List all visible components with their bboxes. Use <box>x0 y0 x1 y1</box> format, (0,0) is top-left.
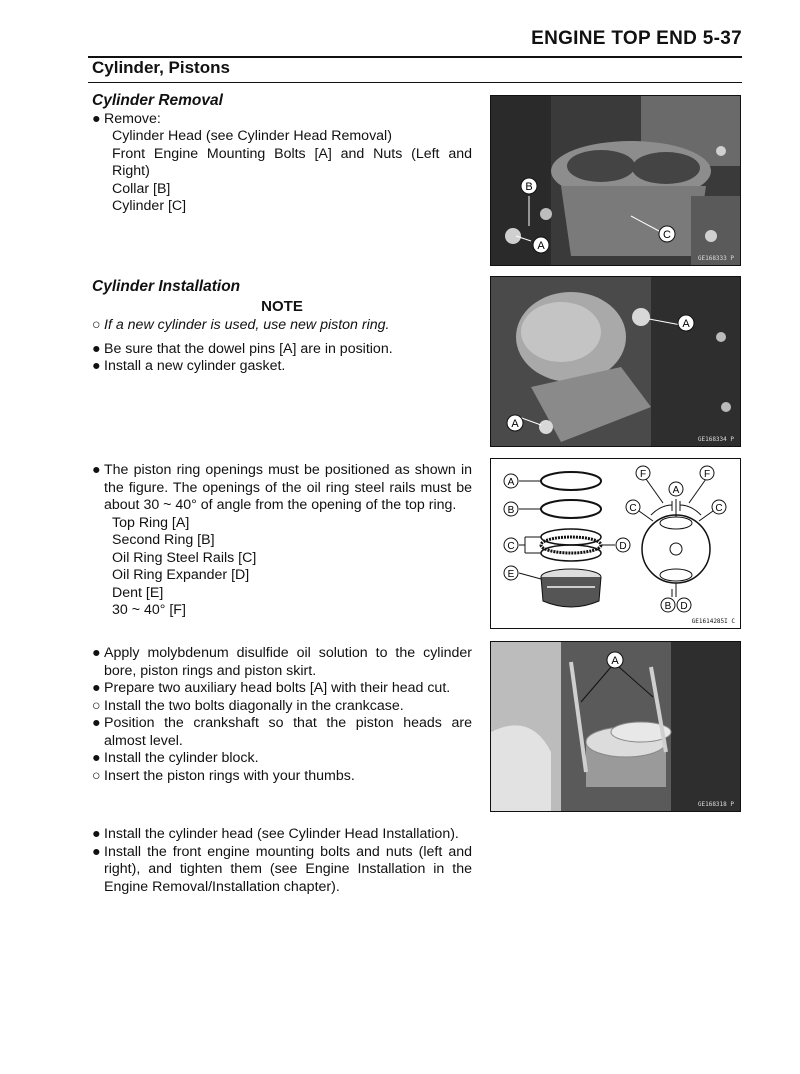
figure-code: GE168318 P <box>697 801 734 808</box>
callout-label <box>636 466 650 480</box>
ring-item: Top Ring [A] <box>112 514 190 531</box>
removal-item: Cylinder [C] <box>112 198 187 214</box>
svg-text:A: A <box>537 240 545 252</box>
ring-item: Oil Ring Expander [D] <box>112 567 250 583</box>
removal-item: Front Engine Mounting Bolts [A] and Nuts (Left and Right) <box>112 145 472 179</box>
install-step: ○ Install the two bolts diagonally in the crankcase. <box>92 697 404 714</box>
callout-label <box>504 474 518 488</box>
callout-label <box>504 566 518 580</box>
svg-text:A: A <box>511 418 519 430</box>
install-step: ● Install the cylinder block. <box>92 750 259 766</box>
callout-label <box>661 598 675 612</box>
svg-text:A: A <box>672 485 680 496</box>
callout-label <box>607 652 623 668</box>
svg-text:A: A <box>611 655 619 667</box>
ring-item: Dent [E] <box>112 584 164 601</box>
callout-label <box>659 226 675 242</box>
cylinder-removal-block <box>92 92 472 216</box>
callout-label <box>521 178 537 194</box>
install-step: ○ Insert the piston rings with your thumbs. <box>92 767 355 784</box>
note-text: ○ If a new cylinder is used, use new piston ring. <box>92 317 390 333</box>
installation-heading: Cylinder Installation <box>92 278 241 295</box>
figure-code: GE168334 P <box>697 436 734 443</box>
callout-label <box>626 500 640 514</box>
svg-text:E: E <box>507 569 515 580</box>
svg-text:A: A <box>682 318 690 330</box>
removal-item: Collar [B] <box>112 180 171 197</box>
install-step: ● Prepare two auxiliary head bolts [A] with their head cut. <box>92 680 451 696</box>
figure-cylinder-removal <box>490 95 741 266</box>
page-header-title: ENGINE TOP END 5-37 <box>531 28 742 49</box>
svg-text:C: C <box>629 503 637 514</box>
figure-code: GE1614285I C <box>691 618 735 625</box>
callout-label <box>712 500 726 514</box>
note-title: NOTE <box>261 297 303 315</box>
svg-text:B: B <box>525 181 533 193</box>
figure-piston-ring-diagram <box>490 458 741 629</box>
section-title: Cylinder, Pistons <box>92 58 230 77</box>
ring-item: Oil Ring Steel Rails [C] <box>112 549 257 566</box>
callout-label <box>504 502 518 516</box>
svg-text:F: F <box>703 469 711 480</box>
ring-openings-block <box>92 462 472 620</box>
install-step: ● Apply molybdenum disulfide oil solution to the cylinder bore, piston rings and piston skirt. <box>92 645 472 679</box>
install-step: ● Install the cylinder head (see Cylinder Head Installation). <box>92 826 459 842</box>
ring-openings-text: ● The piston ring openings must be positioned as shown in the figure. The openings of the oil ring steel rails must be about 30 ~ 40° of angle from the opening of the top ring. <box>92 462 472 513</box>
svg-text:B: B <box>507 505 515 516</box>
callout-label <box>533 237 549 253</box>
callout-label <box>677 598 691 612</box>
svg-text:F: F <box>639 469 647 480</box>
install-step: ● Position the crankshaft so that the piston heads are almost level. <box>92 715 472 749</box>
figure-dowel-pins <box>490 276 741 447</box>
section-rule <box>88 82 742 83</box>
figure-code: GE168333 P <box>697 255 734 262</box>
removal-heading: Cylinder Removal <box>92 92 223 109</box>
removal-bullet: ● Remove: <box>92 110 161 127</box>
svg-text:B: B <box>664 601 672 612</box>
ring-item: Second Ring [B] <box>112 532 215 548</box>
callout-label <box>669 482 683 496</box>
cylinder-block-install <box>92 645 472 785</box>
svg-text:D: D <box>619 541 627 552</box>
cylinder-installation-block <box>92 278 472 376</box>
cylinder-head-install <box>92 826 472 896</box>
callout-label <box>700 466 714 480</box>
removal-item: Cylinder Head (see Cylinder Head Removal) <box>112 128 392 144</box>
callout-label <box>507 415 523 431</box>
svg-text:C: C <box>715 503 723 514</box>
figure-auxiliary-bolts <box>490 641 741 812</box>
install-step: ● Install the front engine mounting bolts and nuts (left and right), and tighten them (see Engine Installation in the Engine Removal/Installation chapter). <box>92 843 472 895</box>
install-step: ● Be sure that the dowel pins [A] are in position. <box>92 340 393 357</box>
callout-label <box>678 315 694 331</box>
svg-text:C: C <box>507 541 515 552</box>
svg-text:D: D <box>680 601 688 612</box>
callout-label <box>616 538 630 552</box>
ring-item: 30 ~ 40° [F] <box>112 602 186 618</box>
callout-label <box>504 538 518 552</box>
svg-text:A: A <box>507 477 515 488</box>
svg-text:C: C <box>663 229 671 241</box>
install-step: ● Install a new cylinder gasket. <box>92 358 286 374</box>
